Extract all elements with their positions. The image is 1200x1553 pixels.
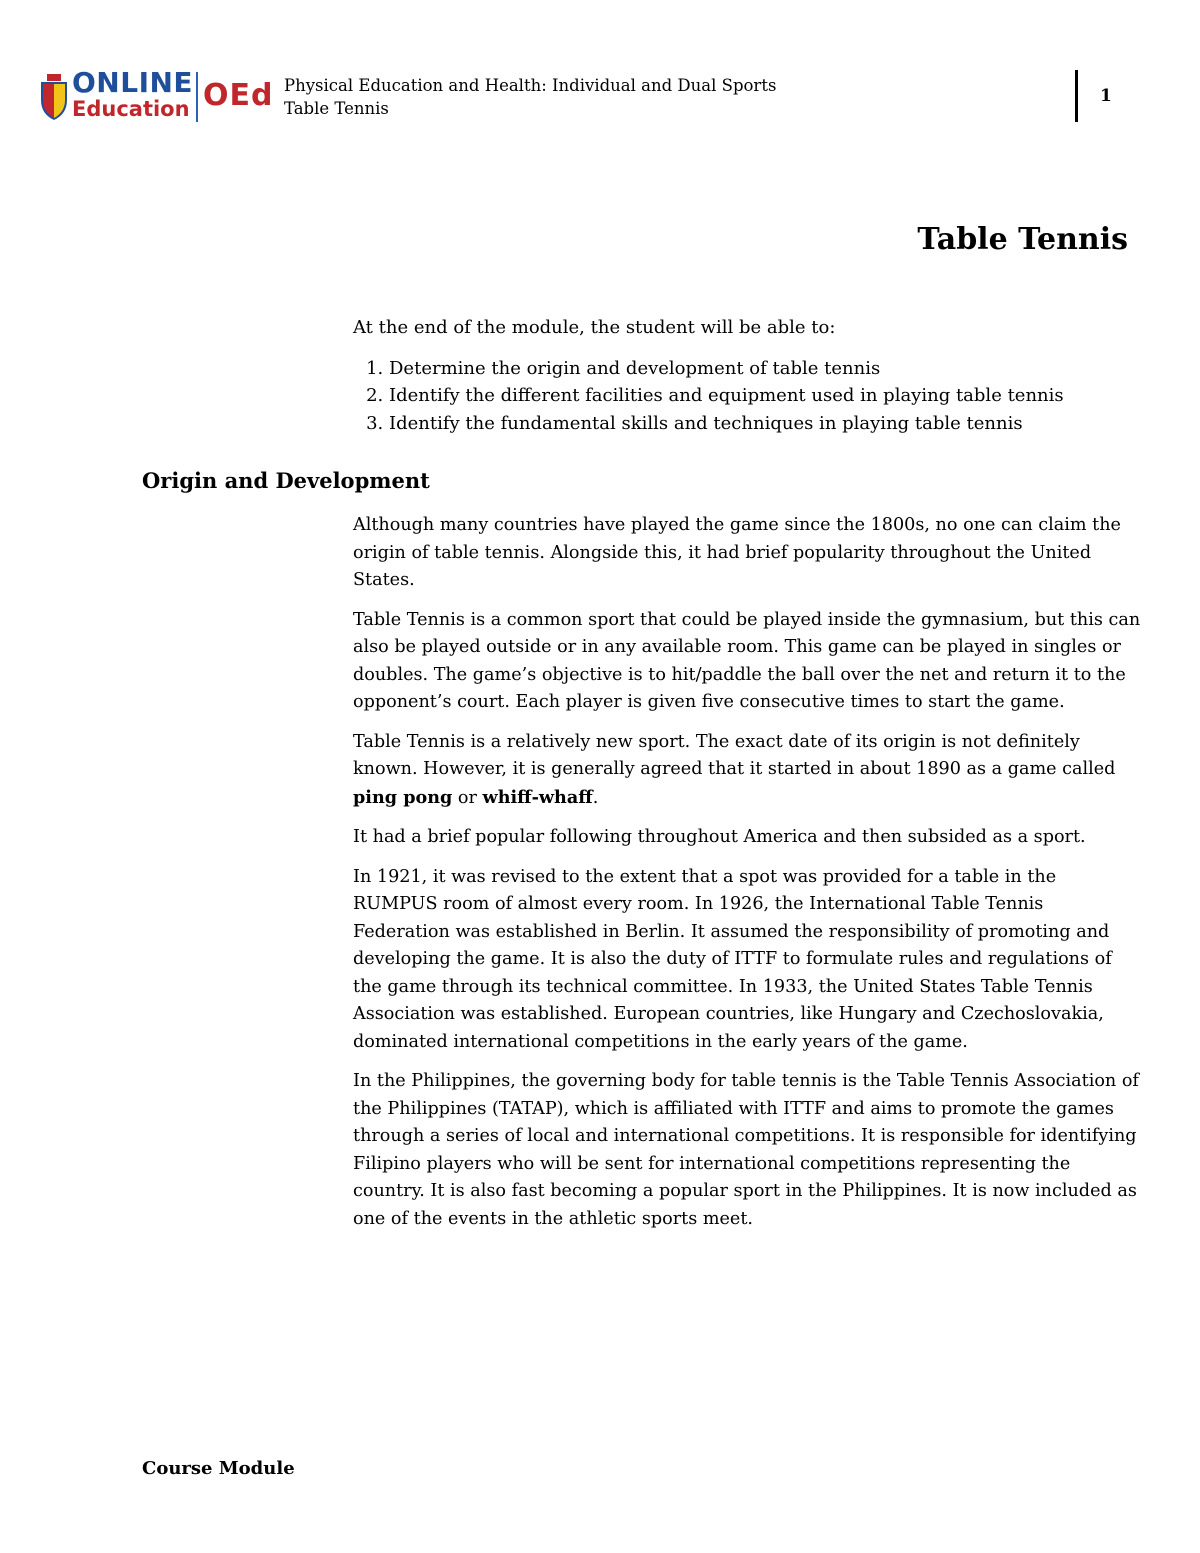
paragraph-text: Table Tennis is a relatively new sport. The exact date of its origin is not definitely known. However, it is generally agreed that it started in about 1890 as a game called (353, 731, 1116, 779)
header-divider (1075, 70, 1078, 122)
objective-item: 3. Identify the fundamental skills and techniques in playing table tennis (389, 410, 1143, 438)
logo-wordmark-online: ONLINE (72, 66, 194, 99)
logo-mark-oed: OEd (203, 78, 274, 113)
section-heading: Origin and Development (142, 468, 430, 493)
course-title: Physical Education and Health: Individual and Dual Sports (284, 76, 777, 95)
objective-item: 1. Determine the origin and development of table tennis (389, 355, 1143, 383)
paragraph: Although many countries have played the game since the 1800s, no one can claim the origin of table tennis. Alongside this, it had brief popularity throughout the United States. (353, 515, 1121, 590)
objective-item: 2. Identify the different facilities and equipment used in playing table tennis (389, 382, 1143, 410)
paragraph: It had a brief popular following throughout America and then subsided as a sport. (353, 827, 1086, 847)
paragraph-text: or (452, 787, 483, 808)
paragraph: Table Tennis is a common sport that could be played inside the gymnasium, but this can also be played outside or in any available room. This game can be played in singles or doubles. The game’s objective is to hit/paddle the ball over the net and return it to the opponent’s court. Each player is given five consecutive times to start the game. (353, 609, 1141, 712)
page-number: 1 (1100, 86, 1112, 106)
learning-objectives (353, 314, 1143, 437)
paragraph-text: . (592, 787, 599, 808)
page-title: Table Tennis (917, 222, 1128, 257)
objectives-list (353, 355, 1143, 438)
paragraph (353, 729, 1143, 813)
running-header (284, 74, 776, 120)
header-topic: Table Tennis (284, 99, 389, 118)
paragraph: In the Philippines, the governing body for table tennis is the Table Tennis Association of the Philippines (TATAP), which is affiliated with ITTF and aims to promote the games through a series of local and international competitions. It is responsible for identifying Filipino players who will be sent for international competitions representing the country. It is also fast becoming a popular sport in the Philippines. It is now included as one of the events in the athletic sports meet. (353, 1071, 1139, 1229)
logo-wordmark-education: Education (72, 97, 190, 121)
term-whiff-whaff: whiff-whaff (482, 786, 593, 808)
term-ping-pong: ping pong (353, 786, 453, 808)
objectives-intro: At the end of the module, the student will be able to: (353, 317, 836, 338)
paragraph: In 1921, it was revised to the extent that a spot was provided for a table in the RUMPUS room of almost every room. In 1926, the International Table Tennis Federation was established in Berlin. It assumed the responsibility of promoting and developing the game. It is also the duty of ITTF to formulate rules and regulations of the game through its technical committee. In 1933, the United States Table Tennis Association was established. European countries, like Hungary and Czechoslovakia, dominated international competitions in the early years of the game. (353, 866, 1112, 1052)
shield-icon (38, 74, 70, 122)
logo-divider (196, 72, 198, 122)
page-footer: Course Module (142, 1458, 295, 1479)
section-body (353, 512, 1143, 1245)
online-education-logo (38, 66, 274, 126)
